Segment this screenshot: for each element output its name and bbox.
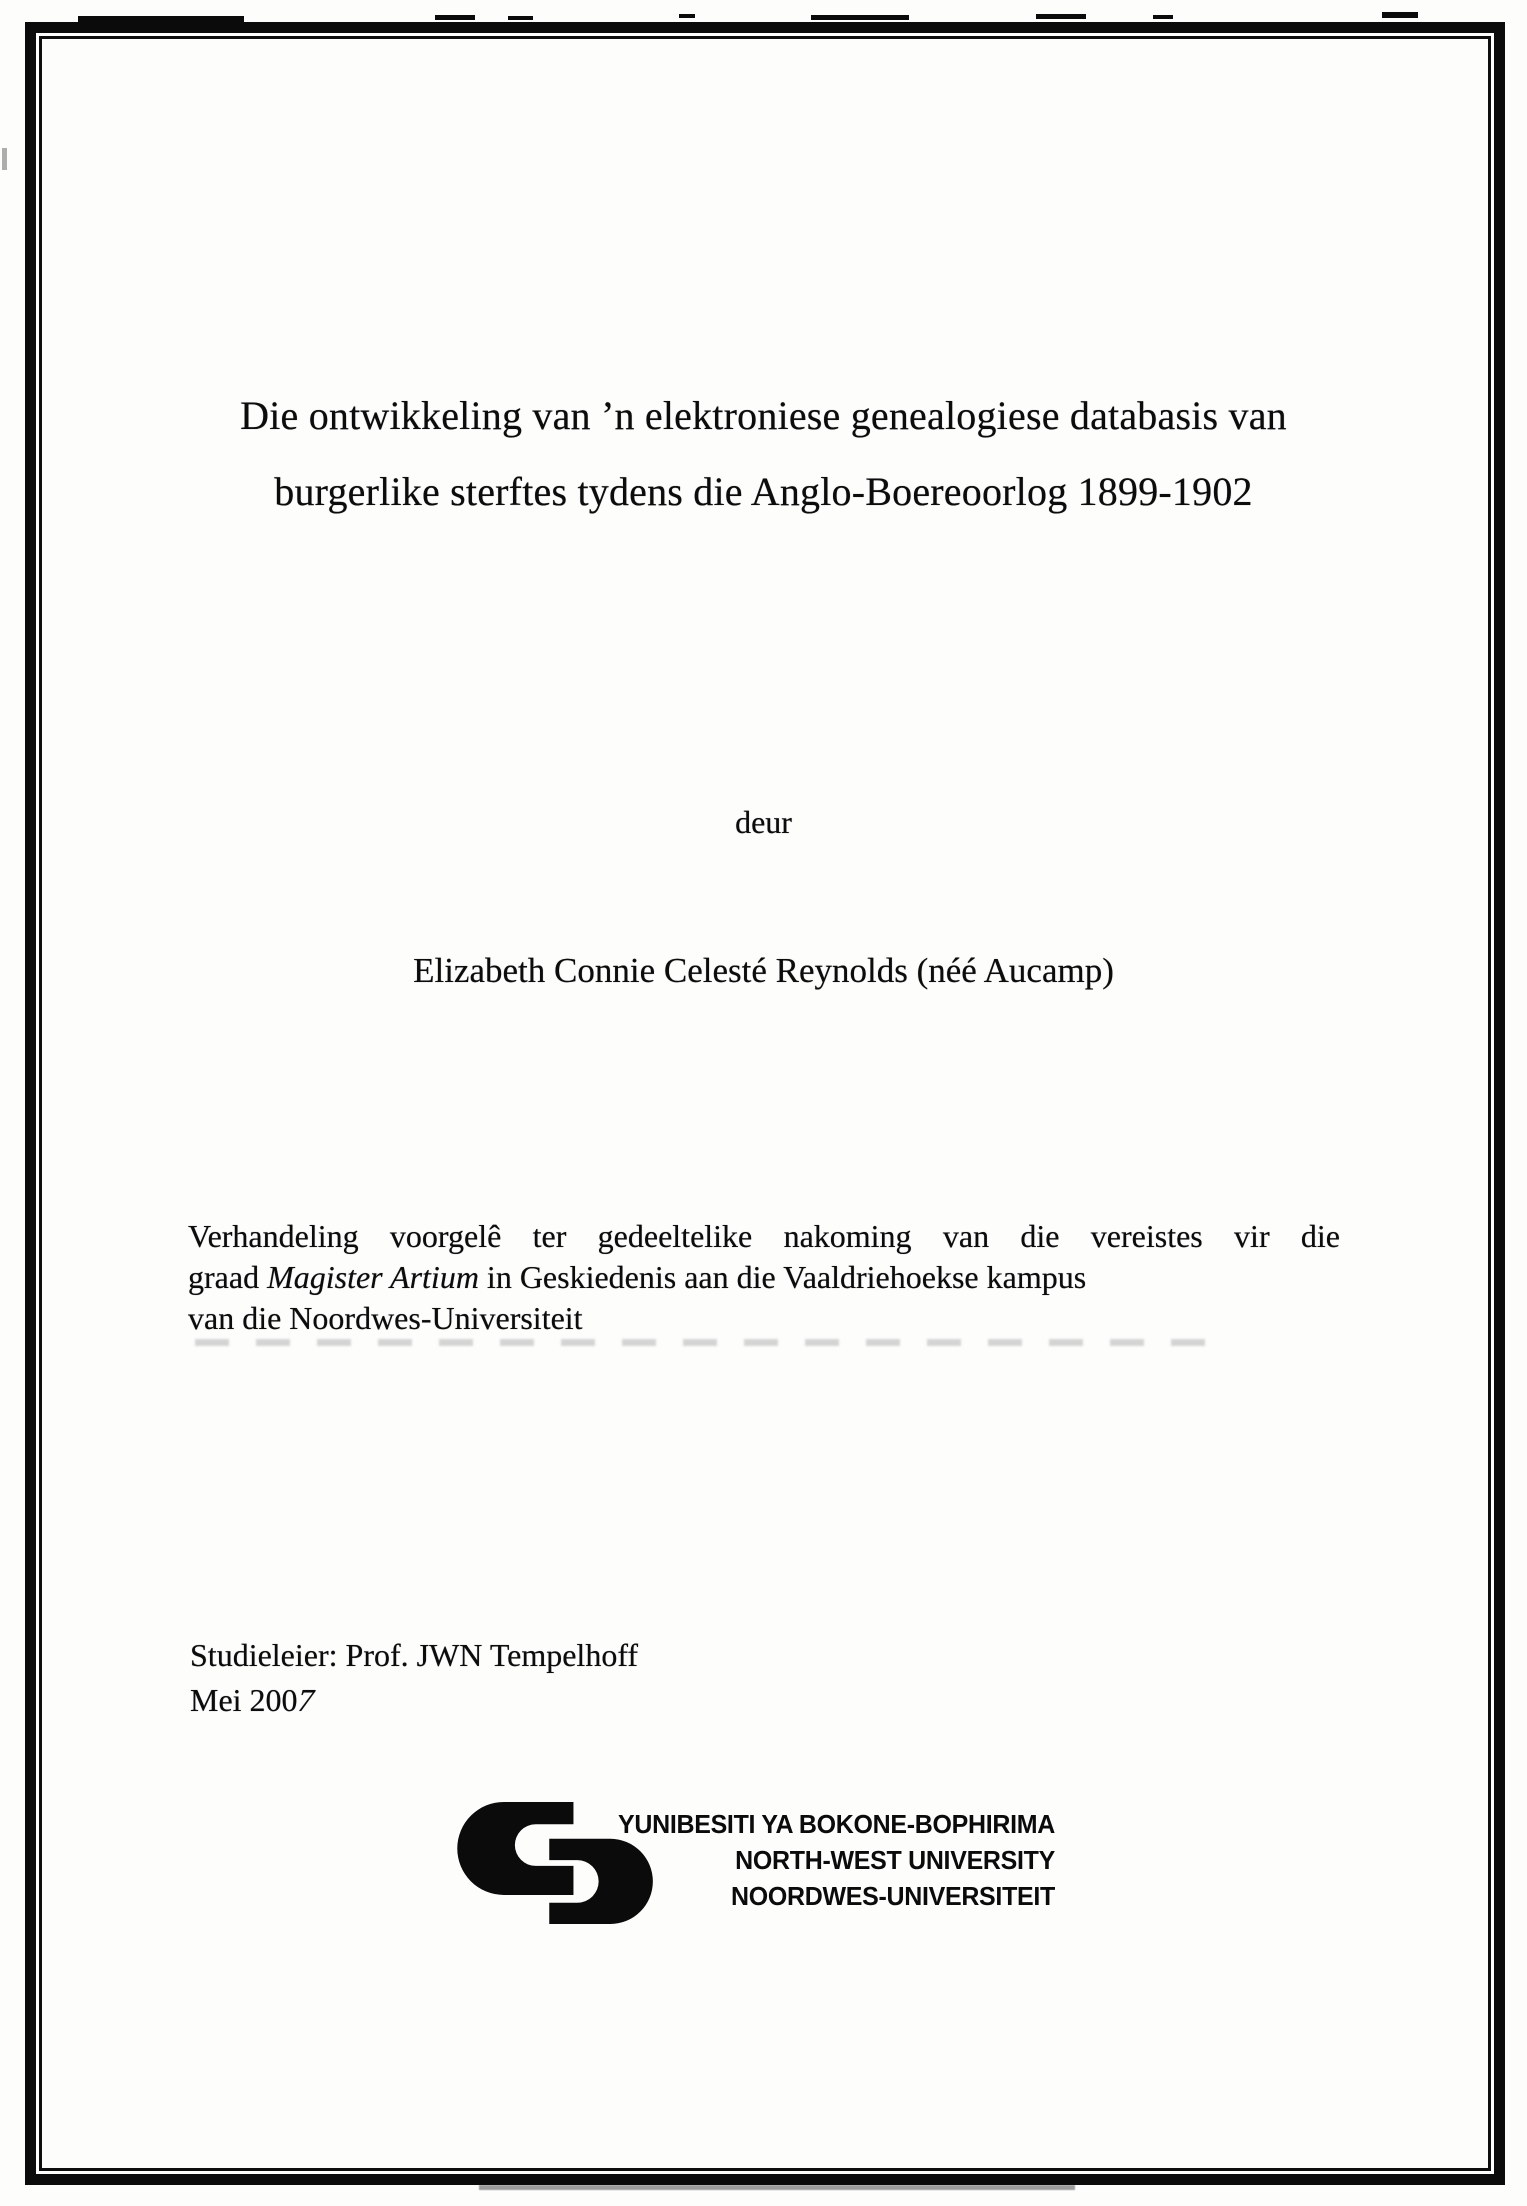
thesis-title-line1: Die ontwikkeling van ’n elektroniese genealogiese databasis van [240, 393, 1287, 438]
degree-statement [188, 1216, 1340, 1339]
scan-artifact-dash [435, 15, 475, 20]
degree-statement-line2-prefix: graad [188, 1259, 268, 1295]
university-name-setswana: YUNIBESITI YA BOKONE-BOPHIRIMA [617, 1809, 1055, 1839]
supervisor-line: Studieleier: Prof. JWN Tempelhoff [190, 1637, 639, 1673]
byline-deur: deur [735, 804, 792, 840]
scan-artifact-dash [1036, 14, 1086, 19]
date-last-digit: 7 [293, 1682, 319, 1718]
thesis-title-line2: burgerlike sterftes tydens die Anglo-Boereoorlog 1899-1902 [274, 469, 1253, 514]
date-line [190, 1678, 638, 1723]
scan-artifact-smudge [479, 2185, 1075, 2190]
scan-artifact-dash [811, 15, 909, 20]
university-name-english: NORTH-WEST UNIVERSITY [735, 1845, 1055, 1875]
degree-name-italic: Magister Artium [267, 1259, 479, 1295]
scan-artifact-speck [2, 148, 7, 170]
scan-artifact-dash [679, 14, 695, 18]
date-prefix: Mei 200 [190, 1682, 298, 1718]
degree-statement-line1: Verhandeling voorgelê ter gedeeltelike nakoming van die vereistes vir die [188, 1218, 1340, 1254]
degree-statement-line2-suffix: in Geskiedenis aan die Vaaldriehoekse kampus [478, 1259, 1087, 1295]
scan-artifact-smudge [195, 1339, 1210, 1346]
scan-artifact-dash [1153, 15, 1173, 19]
degree-statement-line3: van die Noordwes-Universiteit [188, 1300, 583, 1336]
degree-statement-line2 [188, 1257, 1340, 1298]
scan-artifact-dash [78, 16, 244, 22]
supervisor-block [190, 1633, 638, 1723]
thesis-title [40, 378, 1487, 530]
author-name: Elizabeth Connie Celesté Reynolds (néé Aucamp) [413, 951, 1114, 990]
scan-artifact-dash [508, 16, 533, 20]
university-name-afrikaans: NOORDWES-UNIVERSITEIT [731, 1881, 1055, 1911]
scan-artifact-dash [1382, 12, 1418, 18]
university-wordmark [575, 1806, 1055, 1914]
